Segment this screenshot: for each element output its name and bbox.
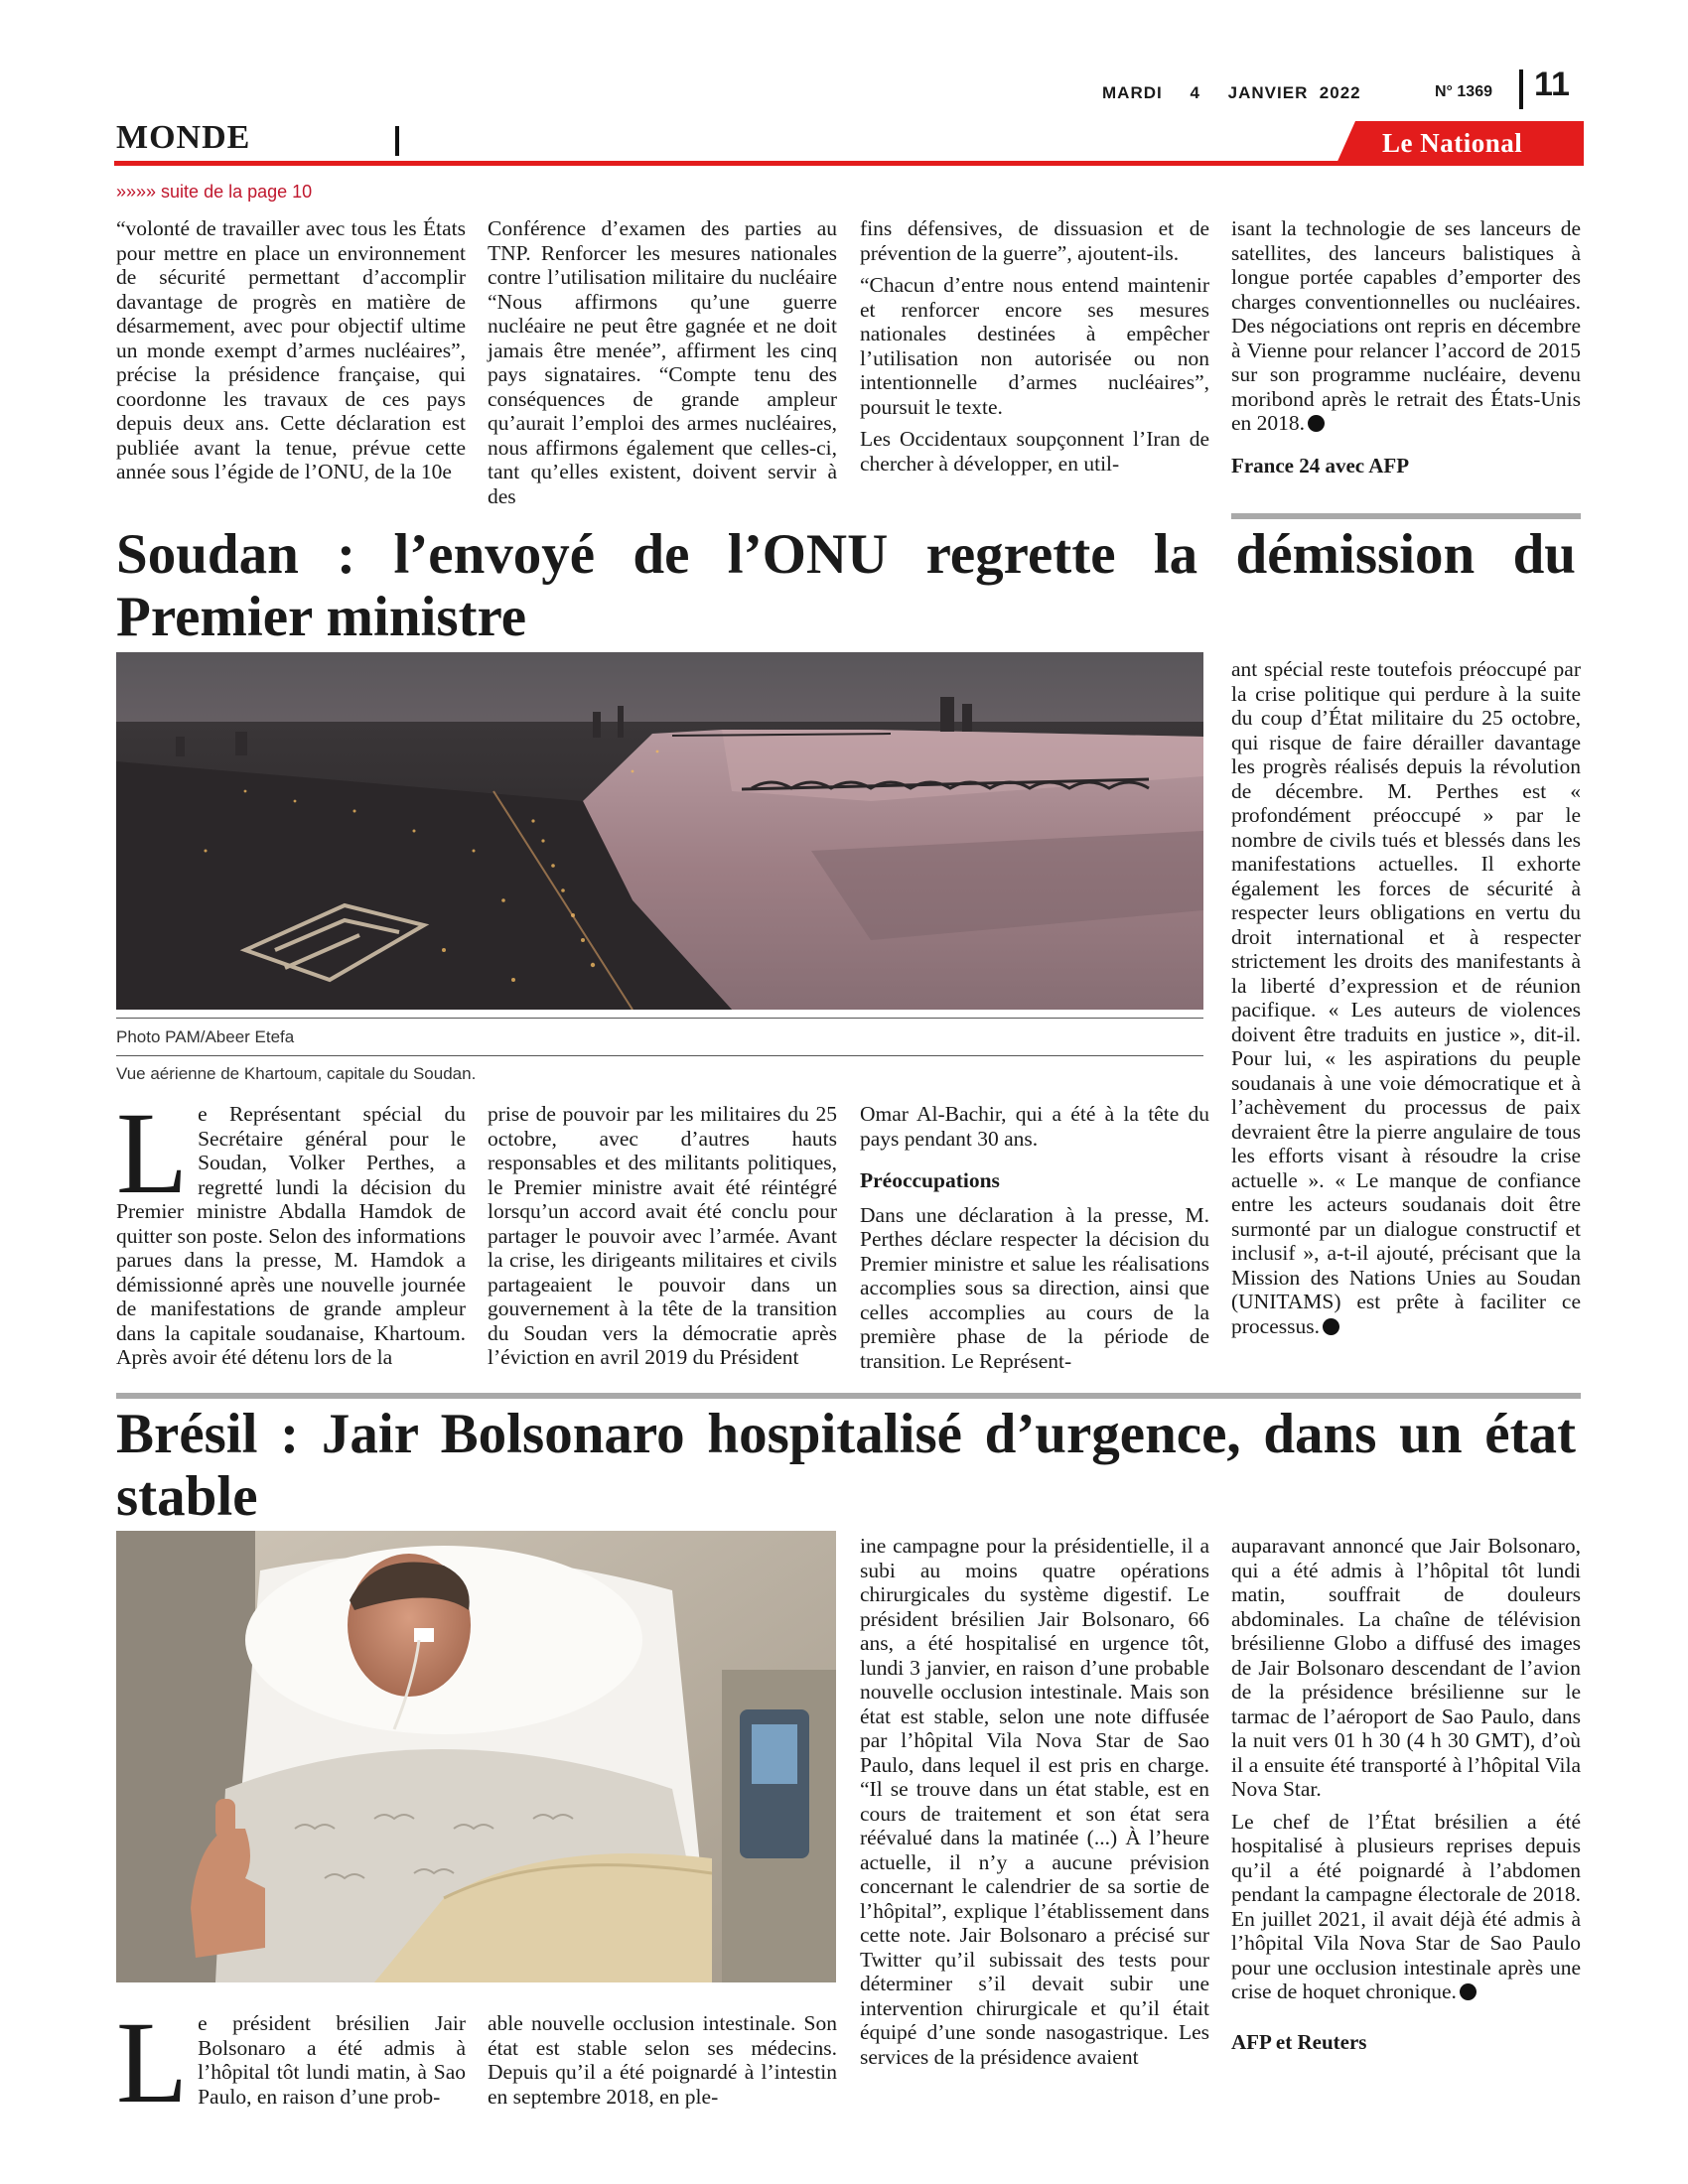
soudan-col-1 (116, 1088, 466, 1378)
date-day: MARDI (1102, 83, 1163, 102)
paragraph: Dans une déclaration à la presse, M. Perthes déclare respecter la décision du Premier ministre et salue les réalisations accomplies sous sa direction, ainsi que celles accomplies au cours de la première phase de la période de transition. Le Représent- (860, 1202, 1209, 1373)
photo-caption: Vue aérienne de Khartoum, capitale du Soudan. (116, 1064, 477, 1083)
page-number: 11 (1534, 66, 1570, 103)
paragraph: “volonté de travailler avec tous les États pour mettre en place un environnement de sécurité permettant d’accomplir davantage de progrès en matière de désarmement, avec pour objectif ultime un monde exempt d’armes nucléaires”, précise la présidence française, qui coordonne les travaux de ces pays depuis deux ans. Cette déclaration est publiée avant la tenue, prévue cette année sous l’égide de l’ONU, de la 10e (116, 216, 466, 483)
paragraph-text: isant la technologie de ses lanceurs de satellites, des lanceurs balistiques à longue portée capables d’emporter des charges conventionnelles ou nucléaires. Des négociations ont repris en décembre à Vienne pour relancer l’accord de 2015 sur son programme nucléaire, devenu moribond après le retrait des États-Unis en 2018. (1231, 216, 1581, 435)
continuation-col-2 (488, 216, 837, 516)
byline: AFP et Reuters (1231, 2029, 1367, 2054)
paragraph (1231, 1810, 1581, 2004)
drop-cap: L (116, 1997, 189, 2127)
soudan-side-col (1231, 657, 1581, 1346)
bresil-col-4 (1231, 1534, 1581, 2062)
drop-cap: L (116, 1088, 189, 1218)
paragraph: fins défensives, de dissuasion et de prévention de la guerre”, ajoutent-ils. (860, 216, 1209, 265)
paragraph: “Chacun d’entre nous entend maintenir et renforcer encore ses mesures nationales destinées à empêcher l’utilisation non autorisée ou non intentionnelle d’armes nucléaires”, poursuit le texte. (860, 273, 1209, 419)
end-mark-icon (1323, 1318, 1339, 1335)
paragraph: able nouvelle occlusion intestinale. Son état est stable selon ses médecins. Depuis qu’il a été poignardé à l’intestin en septembre 2018, en ple- (488, 2011, 837, 2109)
paragraph-text: e Représentant spécial du Secrétaire général pour le Soudan, Volker Perthes, a regretté lundi la décision du Premier ministre Abdalla Hamdok de quitter son poste. Selon des informations parues dans la presse, M. Hamdok a démissionné après une nouvelle journée de manifestations de grande ampleur dans la capitale soudanaise, Khartoum. Après avoir été détenu lors de la (116, 1102, 466, 1369)
continuation-note: »»»» suite de la page 10 (116, 182, 313, 202)
byline: France 24 avec AFP (1231, 453, 1410, 478)
soudan-headline: Soudan : l’envoyé de l’ONU regrette la démission du Premier ministre (116, 523, 1576, 648)
paragraph-text: ant spécial reste toutefois préoccupé par la crise politique qui perdure à la suite du coup d’État militaire du 25 octobre, qui risque de faire dérailler davantage les progrès réalisés depuis la révolution de décembre. M. Perthes est « profondément préoccupé » par le nombre de civils tués et blessés dans les manifestations actuelles. Il exhorte également les forces de sécurité à respecter leurs obligations en vertu du droit international et à respecter strictement les droits des manifestants à la liberté d’expression et de réunion pacifique. « Les auteurs de violences doivent être traduits en justice », dit-il. Pour lui, « les aspirations du peuple soudanais à une voie démocratique et à l’achèvement du processus de paix devraient être la pierre angulaire de tous les efforts visant à résoudre la crise actuelle ». « Le manque de confiance entre les acteurs soudanais doit être surmonté par un dialogue constructif et inclusif », a-t-il ajouté, précisant que la Mission des Nations Unies au Soudan (UNITAMS) est prête à faciliter ce processus. (1231, 657, 1581, 1338)
paragraph: ine campagne pour la présidentielle, il a subi au moins quatre opérations chirurgicales du système digestif. Le président brésilien Jair Bolsonaro, 66 ans, a été hospitalisé en urgence tôt, lundi 3 janvier, en raison d’une probable nouvelle occlusion intestinale. Mais son état est stable, selon une note diffusée par l’hôpital Vila Nova Star de Sao Paulo, dans lequel il est pris en charge. “Il se trouve dans un état stable, est en cours de traitement et son état sera réévalué dans la matinée (...) À l’heure actuelle, il n’y a aucune prévision concernant le calendrier de sa sortie de l’hôpital”, explique l’établissement dans cette note. Jair Bolsonaro a précisé sur Twitter qu’il subissait des tests pour déterminer s’il devait subir une intervention chirurgicale et qu’il était équipé d’une sonde nasogastrique. Les services de la présidence avaient (860, 1534, 1209, 2069)
issue-number: N° 1369 (1435, 83, 1492, 100)
continuation-col-4 (1231, 216, 1581, 485)
subheading: Préoccupations (860, 1168, 1000, 1192)
date-month-year: JANVIER 2022 (1227, 83, 1361, 102)
issue-date (1102, 83, 1383, 103)
paragraph (1231, 657, 1581, 1338)
caption-rule (116, 1018, 1203, 1019)
bolsonaro-hospital-photo (116, 1531, 836, 1982)
paragraph-text: Le chef de l’État brésilien a été hospitalisé à plusieurs reprises depuis qu’il a été poignardé à l’abdomen pendant la campagne électorale de 2018. En juillet 2021, il avait déjà été admis à l’hôpital Vila Nova Star de Sao Paulo pour une occlusion intestinale après une crise de hoquet chronique. (1231, 1809, 1581, 2003)
paragraph-text: e président brésilien Jair Bolsonaro a été admis à l’hôpital tôt lundi matin, à Sao Paulo, en raison d’une prob- (198, 2011, 466, 2109)
bresil-headline: Brésil : Jair Bolsonaro hospitalisé d’urgence, dans un état stable (116, 1403, 1576, 1528)
header-divider (1519, 69, 1523, 109)
paragraph (1231, 216, 1581, 436)
soudan-col-3 (860, 1102, 1209, 1381)
bresil-col-1 (116, 1997, 466, 2127)
end-mark-icon (1308, 415, 1325, 432)
photo-credit: Photo PAM/Abeer Etefa (116, 1027, 295, 1046)
date-number: 4 (1190, 83, 1200, 102)
paragraph: prise de pouvoir par les militaires du 25 octobre, avec d’autres hauts responsables et des militants politiques, le Premier ministre avait été réintégré lorsqu’un accord avait été conclu pour partager le pouvoir avec l’armée. Avant la crise, les dirigeants militaires et civils partageaient le pouvoir dans un gouvernement à la tête de la transition du Soudan vers la démocratie après l’éviction en avril 2019 du Président (488, 1102, 837, 1369)
paragraph (116, 1088, 466, 1370)
soudan-col-2 (488, 1102, 837, 1378)
paragraph (116, 1997, 466, 2127)
brand-name: Le National (1382, 128, 1523, 158)
article-divider (1231, 513, 1581, 519)
section-divider (395, 126, 399, 156)
bresil-col-3 (860, 1534, 1209, 2077)
article-divider (116, 1393, 1581, 1399)
continuation-col-3 (860, 216, 1209, 483)
paragraph: auparavant annoncé que Jair Bolsonaro, qui a été admis à l’hôpital tôt lundi matin, souffrait de douleurs abdominales. La chaîne de télévision brésilienne Globo a diffusé des images de Jair Bolsonaro descendant de l’avion de la présidence brésilienne sur le tarmac de l’aéroport de Sao Paulo, dans la nuit vers 01 h 30 (4 h 30 GMT), d’où il a ensuite été transporté à l’hôpital Vila Nova Star. (1231, 1534, 1581, 1801)
paragraph: Conférence d’examen des parties au TNP. Renforcer les mesures nationales contre l’utilisation militaire du nucléaire “Nous affirmons qu’une guerre nucléaire ne peut être gagnée et ne doit jamais être menée”, affirment les cinq pays signataires. “Compte tenu des conséquences de grande ampleur qu’aurait l’emploi des armes nucléaires, nous affirmons également que celles-ci, tant qu’elles existent, doivent servir à des (488, 216, 837, 508)
bresil-col-2 (488, 2011, 837, 2116)
caption-rule (116, 1055, 1203, 1056)
section-title: MONDE (116, 119, 251, 156)
end-mark-icon (1460, 1983, 1477, 2000)
paragraph: Omar Al-Bachir, qui a été à la tête du pays pendant 30 ans. (860, 1102, 1209, 1151)
paragraph: Les Occidentaux soupçonnent l’Iran de chercher à développer, en util- (860, 427, 1209, 476)
khartoum-aerial-photo (116, 652, 1203, 1010)
continuation-col-1 (116, 216, 466, 492)
